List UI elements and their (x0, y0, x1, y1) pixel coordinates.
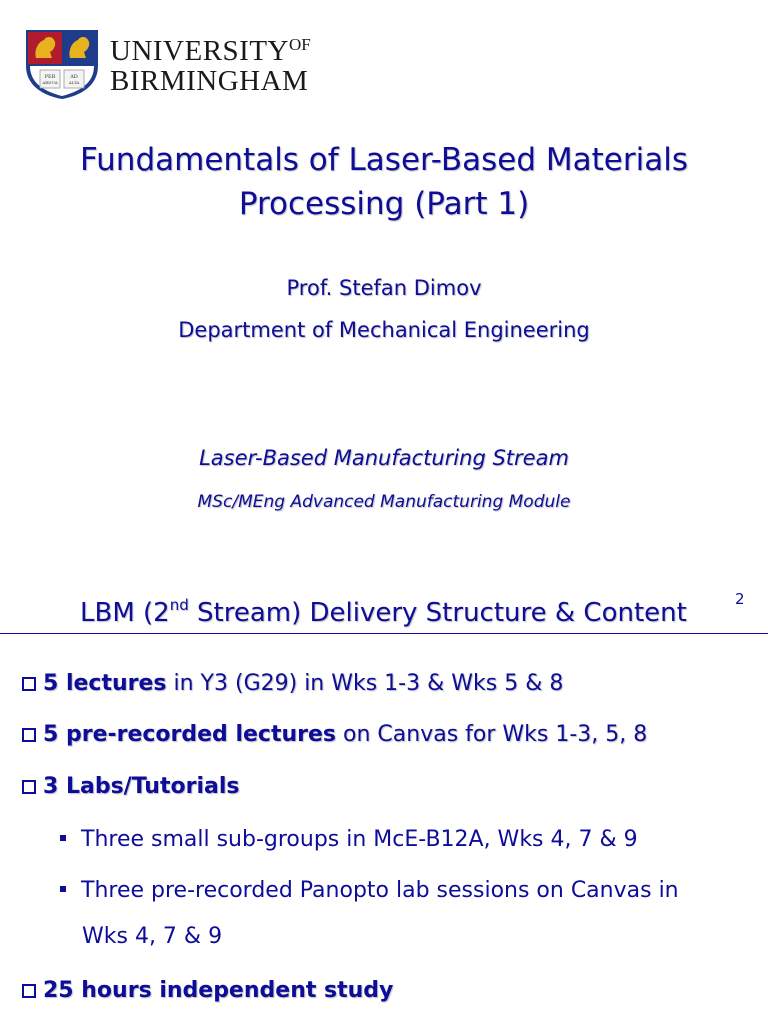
bullet-text: on Canvas for Wks 1-3, 5, 8 (336, 722, 648, 747)
bullet-prerecorded (22, 720, 647, 750)
svg-text:PER: PER (44, 74, 56, 80)
sub-bullet-text: Three small sub-groups in McE-B12A, Wks 4, 7 & 9 (81, 827, 638, 852)
delivery-slide-title (80, 588, 687, 630)
bullet-text: in Y3 (G29) in Wks 1-3 & Wks 5 & 8 (166, 671, 564, 696)
title-divider (0, 633, 768, 634)
sub-bullet-subgroups (60, 825, 638, 855)
university-name (110, 30, 311, 96)
square-bullet-icon (60, 835, 66, 841)
university-of: OF (289, 35, 311, 54)
bullet-independent-study (22, 976, 393, 1006)
university-line-1: UNIVERSITY (110, 35, 289, 67)
checkbox-bullet-icon (22, 780, 36, 794)
delivery-title-pre: LBM (2 (80, 598, 170, 628)
slide-title (0, 138, 768, 226)
university-crest-logo (24, 28, 100, 100)
svg-text:ALTA: ALTA (68, 80, 80, 85)
slide-title-line-2: Processing (Part 1) (238, 186, 530, 222)
bullet-bold: 5 lectures (43, 671, 167, 696)
delivery-title-sup: nd (169, 596, 189, 614)
university-line-2: BIRMINGHAM (110, 65, 309, 97)
stream-name: Laser-Based Manufacturing Stream (199, 446, 569, 470)
bullet-lectures (22, 669, 563, 699)
checkbox-bullet-icon (22, 677, 36, 691)
bullet-bold: 3 Labs/Tutorials (43, 774, 240, 799)
square-bullet-icon (60, 886, 66, 892)
checkbox-bullet-icon (22, 984, 36, 998)
slide-title-line-1: Fundamentals of Laser-Based Materials (80, 142, 688, 178)
bullet-bold: 25 hours independent study (43, 978, 394, 1003)
checkbox-bullet-icon (22, 728, 36, 742)
sub-bullet-panopto-continued: Wks 4, 7 & 9 (82, 924, 223, 949)
page-number: 2 (735, 590, 745, 608)
department-name: Department of Mechanical Engineering (178, 318, 590, 342)
author-name: Prof. Stefan Dimov (286, 276, 482, 300)
module-name: MSc/MEng Advanced Manufacturing Module (197, 492, 571, 512)
svg-text:ARDUA: ARDUA (42, 80, 58, 85)
delivery-title-post: Stream) Delivery Structure & Content (188, 598, 687, 628)
sub-bullet-text: Three pre-recorded Panopto lab sessions on Canvas in (81, 878, 679, 903)
svg-text:AD: AD (70, 74, 78, 80)
sub-bullet-panopto (60, 876, 679, 906)
bullet-bold: 5 pre-recorded lectures (43, 722, 337, 747)
bullet-labs (22, 772, 239, 802)
